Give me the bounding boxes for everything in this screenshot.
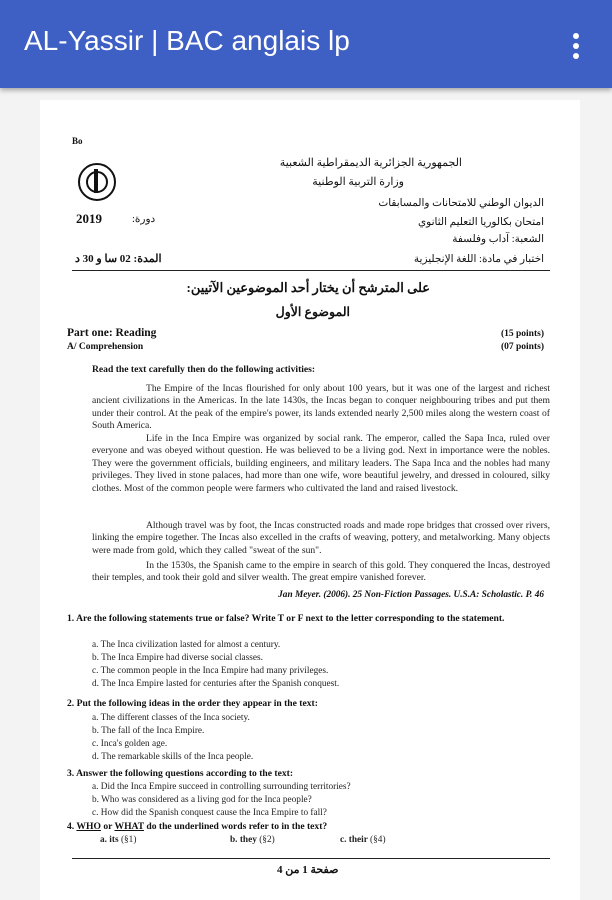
republic-name: الجمهورية الجزائرية الديمقراطية الشعبية: [279, 157, 462, 169]
q4-or: or: [100, 821, 115, 832]
question-3: 3. Answer the following questions according to the text:: [67, 768, 294, 779]
question-2: 2. Put the following ideas in the order they appear in the text:: [67, 698, 318, 709]
session-year: 2019: [76, 211, 102, 226]
menu-dot: [573, 53, 579, 59]
q2-item-d: d. The remarkable skills of the Inca people.: [92, 752, 254, 762]
q3-item-b: b. Who was considered as a living god for the Inca people?: [92, 795, 312, 805]
page-number: صفحة 1 من 4: [277, 864, 339, 876]
more-vert-icon[interactable]: [560, 30, 592, 62]
paragraph-2: Life in the Inca Empire was organized by social rank. The emperor, called the Sapa Inca, ruled over everyone and was obeyed without question. He was believed to be a living god. Next in importance were the nobles. They were the government officials, building engineers, and military leaders. The Sapa Inca and the nobles had many privileges. They lived in stone palaces, had more than one wife, wore beautiful jewelry, and dressed in coloured, silky clothes. Most of the common people were farmers who cultivated the land and raised livestock.: [92, 433, 550, 494]
q4-who: WHO: [76, 821, 101, 832]
q3-item-c: c. How did the Spanish conquest cause the Inca Empire to fall?: [92, 808, 327, 818]
q1-item-b: b. The Inca Empire had diverse social classes.: [92, 653, 263, 663]
app-bar: [0, 0, 612, 88]
question-1: 1. Are the following statements true or false? Write T or F next to the letter corresponding to the statement.: [67, 613, 505, 624]
q2-item-a: a. The different classes of the Inca society.: [92, 713, 250, 723]
comprehension-points: (07 points): [500, 342, 544, 352]
menu-dot: [573, 43, 579, 49]
menu-dot: [573, 33, 579, 39]
q4-rest: do the underlined words refer to in the text?: [143, 821, 328, 832]
q1-item-c: c. The common people in the Inca Empire had many privileges.: [92, 666, 329, 676]
question-4: [67, 821, 327, 833]
part-one-title: Part one: Reading: [67, 327, 157, 339]
ministry-name: وزارة التربية الوطنية: [312, 176, 404, 188]
paragraph-4: In the 1530s, the Spanish came to the empire in search of this gold. They conquered the Incas, destroyed their temples, and took their gold and silver wealth. The great empire vanished forever.: [92, 560, 550, 584]
footer-divider: [72, 858, 550, 859]
q4-item-a: a. its (§1): [100, 835, 137, 845]
q1-item-d: d. The Inca Empire lasted for centuries after the Spanish conquest.: [92, 679, 340, 689]
corner-mark: Bo: [72, 136, 83, 146]
paragraph-3: Although travel was by foot, the Incas constructed roads and made rope bridges that crossed over rivers, linking the empire together. The Incas also excelled in the crafts of weaving, pottery, and metalworking. Many objects were made from gold, which they called "sweat of the sun".: [92, 520, 550, 556]
exam-duration: المدة: 02 سا و 30 د: [75, 253, 162, 265]
q3-item-a: a. Did the Inca Empire succeed in controlling surrounding territories?: [92, 782, 351, 792]
exam-name: امتحان بكالوريا التعليم الثانوي: [417, 217, 544, 228]
exam-stream: الشعبة: آداب وفلسفة: [452, 234, 544, 245]
paragraph-1: The Empire of the Incas flourished for only about 100 years, but it was one of the largest and richest ancient civilizations in the Americas. In the late 1430s, the Incas began to conquer neighbouring tribes and put them under their control. At the peak of the empire's power, its lands extended nearly 2,500 miles along the western coast of South America.: [92, 383, 550, 432]
q1-item-a: a. The Inca civilization lasted for almost a century.: [92, 640, 281, 650]
q4-item-c: c. their (§4): [340, 835, 386, 845]
q4-number: 4.: [67, 821, 77, 832]
q2-item-c: c. Inca's golden age.: [92, 739, 168, 749]
session-label: دورة:: [132, 214, 156, 225]
part-one-points: (15 points): [500, 329, 544, 339]
first-topic-title: الموضوع الأول: [275, 305, 350, 319]
exam-office: الديوان الوطني للامتحانات والمسابقات: [378, 198, 544, 209]
text-source: Jan Meyer. (2006). 25 Non-Fiction Passages. U.S.A: Scholastic. P. 46: [278, 590, 544, 600]
choose-topic-instruction: على المترشح أن يختار أحد الموضوعين الآتيين:: [186, 280, 430, 295]
reading-instruction: Read the text carefully then do the following activities:: [92, 364, 316, 375]
exam-document[interactable]: [40, 100, 580, 900]
emblem-icon: [78, 163, 116, 201]
q4-what: WHAT: [114, 821, 144, 832]
header-divider: [72, 270, 550, 271]
q2-item-b: b. The fall of the Inca Empire.: [92, 726, 205, 736]
exam-subject: اختبار في مادة: اللغة الإنجليزية: [413, 254, 544, 265]
app-title: AL-Yassir | BAC anglais lp: [24, 25, 350, 56]
q4-item-b: b. they (§2): [230, 835, 275, 845]
comprehension-title: A/ Comprehension: [67, 342, 144, 352]
